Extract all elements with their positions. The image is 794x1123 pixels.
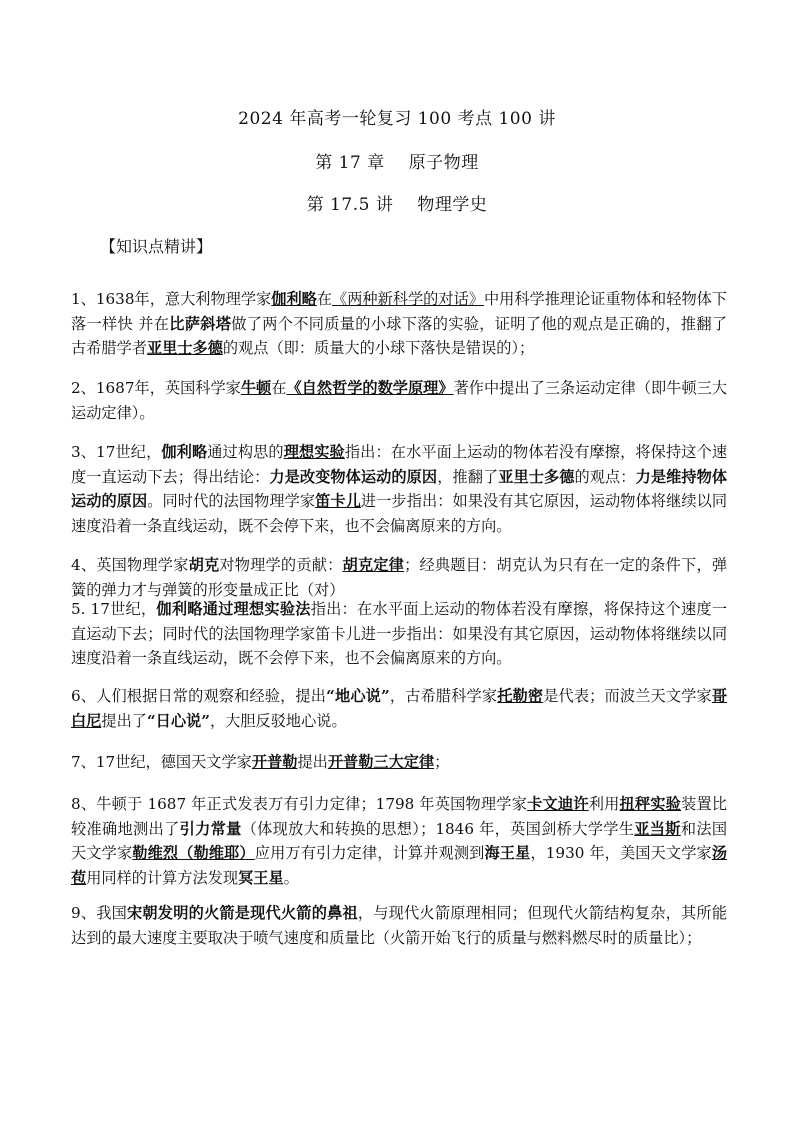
keyword: 亚当斯 bbox=[634, 819, 681, 838]
keyword: 托勒密 bbox=[497, 687, 544, 705]
keyword: 开普勒三大定律 bbox=[327, 753, 435, 771]
keyword: 伽利略 bbox=[161, 443, 208, 461]
title-text: 2024 年高考一轮复习 100 考点 100 讲 bbox=[238, 109, 556, 129]
chapter-title: 第 17 章 原子物理 bbox=[315, 153, 479, 173]
paragraph-7: 7、17世纪，德国天文学家开普勒提出开普勒三大定律； bbox=[71, 753, 450, 771]
keyword: 比萨斜塔 bbox=[169, 314, 232, 333]
keyword: 伽利略 bbox=[271, 290, 317, 308]
keyword: “日心说” bbox=[146, 711, 210, 730]
document-title bbox=[0, 104, 794, 129]
book-title: 《两种新科学的对话》 bbox=[332, 290, 484, 308]
paragraph-1: 1、1638年，意大利物理学家伽利略在《两种新科学的对话》中用科学推理论证重物体和轻物体下落一样快 并在比萨斜塔做了两个不同质量的小球下落的实验，证明了他的观点是正确的，推翻了古希腊学者亚里士多德的观点（即：质量大的小球下落快是错误的）； bbox=[71, 290, 728, 358]
book-title: 《自然哲学的数学原理》 bbox=[286, 379, 454, 397]
keyword: 海王星 bbox=[484, 844, 531, 863]
keyword: 胡克定律 bbox=[342, 556, 405, 574]
paragraph-9: 9、我国宋朝发明的火箭是现代火箭的鼻祖，与现代火箭原理相同；但现代火箭结构复杂，其所能达到的最大速度主要取决于喷气速度和质量比（火箭开始飞行的质量与燃料燃尽时的质量比）； bbox=[71, 904, 728, 947]
paragraph-5: 5. 17世纪，伽利略通过理想实验法指出：在水平面上运动的物体若没有摩擦，将保持这个速度一直运动下去；同时代的法国物理学家笛卡儿进一步指出：如果没有其它原因，运动物体将继续以同速度沿着一条直线运动，既不会停下来，也不会偏离原来的方向。 bbox=[71, 600, 728, 668]
keyword: 力是维持物体运动的原因 bbox=[71, 467, 728, 511]
keyword: 哥白尼 bbox=[71, 687, 728, 730]
keyword: 引力常量 bbox=[179, 819, 242, 838]
keyword: 扭秤实验 bbox=[619, 795, 682, 813]
keyword: 牛顿 bbox=[240, 379, 272, 397]
paragraph-2: 2、1687年，英国科学家牛顿在《自然哲学的数学原理》著作中提出了三条运动定律（即牛顿三大运动定律）。 bbox=[71, 379, 728, 422]
keyword: 伽利略通过理想实验法 bbox=[156, 600, 311, 618]
lecture-title: 第 17.5 讲 物理学史 bbox=[306, 195, 488, 215]
keyword: 卡文迪许 bbox=[527, 795, 589, 813]
keyword: 笛卡儿 bbox=[315, 492, 361, 511]
keyword: 理想实验 bbox=[283, 443, 345, 461]
keyword: 汤苞 bbox=[71, 844, 728, 888]
paragraph-8: 8、牛顿于 1687 年正式发表万有引力定律；1798 年英国物理学家卡文迪许利用扭秤实验装置比较准确地测出了引力常量（体现放大和转换的思想）；1846 年，英国剑桥大学学生亚当斯和法国天文学家勒维烈（勒维耶）应用万有引力定律，计算并观测到海王星，1930 年，美国天文学家汤苞用同样的计算方法发现冥王星。 bbox=[71, 795, 728, 888]
keyword: 亚里士多德 bbox=[146, 339, 223, 358]
keyword: 力是改变物体运动的原因 bbox=[269, 467, 438, 486]
keyword: 胡克 bbox=[188, 556, 220, 574]
keyword: 亚里士多德 bbox=[498, 467, 575, 486]
section-heading: 【知识点精讲】 bbox=[100, 237, 213, 256]
keyword: “地心说” bbox=[326, 687, 390, 705]
paragraph-6: 6、人们根据日常的观察和经验，提出“地心说”，古希腊科学家托勒密是代表；而波兰天文学家哥白尼提出了“日心说”，大胆反驳地心说。 bbox=[71, 687, 728, 730]
keyword: 开普勒 bbox=[251, 753, 298, 771]
keyword: 冥王星 bbox=[238, 869, 284, 888]
paragraph-3: 3、17世纪，伽利略通过构思的理想实验指出：在水平面上运动的物体若没有摩擦，将保持这个速度一直运动下去；得出结论：力是改变物体运动的原因，推翻了亚里士多德的观点：力是维持物体运动的原因。同时代的法国物理学家笛卡儿进一步指出：如果没有其它原因，运动物体将继续以同速度沿着一条直线运动，既不会停下来，也不会偏离原来的方向。 bbox=[71, 443, 728, 536]
paragraph-4: 4、英国物理学家胡克对物理学的贡献：胡克定律；经典题目：胡克认为只有在一定的条件下，弹簧的弹力才与弹簧的形变量成正比（对） bbox=[71, 556, 728, 599]
keyword: 勒维烈（勒维耶） bbox=[132, 844, 255, 863]
keyword: 宋朝发明的火箭是现代火箭的鼻祖 bbox=[127, 904, 358, 922]
